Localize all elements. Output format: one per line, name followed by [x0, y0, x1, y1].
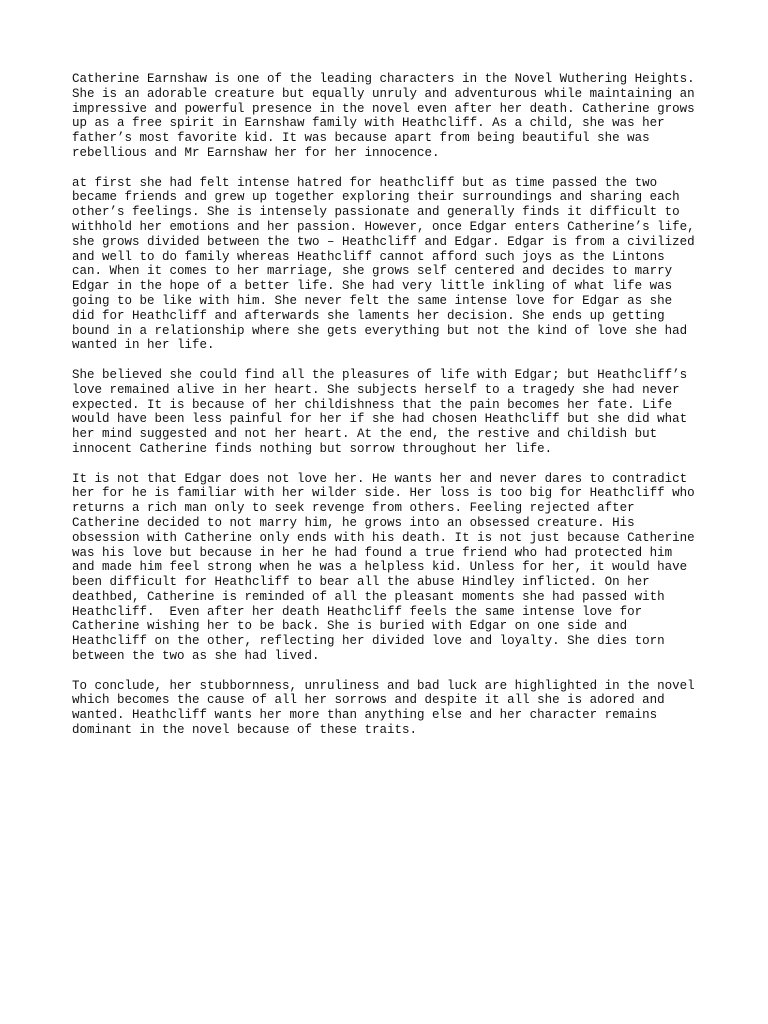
text-line: rebellious and Mr Earnshaw her for her innocence. — [72, 145, 440, 160]
text-line: To conclude, her stubbornness, unruliness and bad luck are highlighted in the novel — [72, 678, 695, 693]
text-line: wanted. Heathcliff wants her more than anything else and her character remains — [72, 708, 658, 723]
text-line: Edgar in the hope of a better life. She had very little inkling of what life was — [72, 279, 673, 294]
text-line: dominant in the novel because of these traits. — [72, 723, 418, 738]
text-line: Catherine Earnshaw is one of the leading characters in the Novel Wuthering Heights. — [72, 72, 695, 86]
text-line: did for Heathcliff and afterwards she laments her decision. She ends up getting — [72, 308, 665, 323]
paragraph-relationship — [72, 176, 712, 354]
paragraph-intro — [72, 72, 712, 161]
text-line: father’s most favorite kid. It was because apart from being beautiful she was — [72, 131, 650, 146]
paragraph-conclusion — [72, 679, 712, 738]
text-line: bound in a relationship where she gets everything but not the kind of love she had — [72, 323, 688, 338]
text-line: and made him feel strong when he was a helpless kid. Unless for her, it would have — [72, 560, 688, 575]
text-line: She believed she could find all the pleasures of life with Edgar; but Heathcliff’s — [72, 367, 688, 382]
text-line: became friends and grew up together exploring their surroundings and sharing each — [72, 190, 680, 205]
text-line: going to be like with him. She never felt the same intense love for Edgar as she — [72, 293, 673, 308]
text-line: which becomes the cause of all her sorrows and despite it all she is adored and — [72, 693, 665, 708]
text-line: her mind suggested and not her heart. At the end, the restive and childish but — [72, 427, 658, 442]
text-line: can. When it comes to her marriage, she grows self centered and decides to marry — [72, 264, 673, 279]
text-line: withhold her emotions and her passion. However, once Edgar enters Catherine’s life, — [72, 219, 695, 234]
text-line: wanted in her life. — [72, 338, 215, 353]
text-line: expected. It is because of her childishness that the pain becomes her fate. Life — [72, 397, 673, 412]
text-line: between the two as she had lived. — [72, 649, 320, 664]
paragraph-pleasures — [72, 368, 712, 457]
text-line: It is not that Edgar does not love her. He wants her and never dares to contradict — [72, 471, 688, 486]
text-line: Catherine decided to not marry him, he grows into an obsessed creature. His — [72, 515, 635, 530]
text-line: other’s feelings. She is intensely passionate and generally finds it difficult to — [72, 205, 680, 220]
text-line: been difficult for Heathcliff to bear all the abuse Hindley inflicted. On her — [72, 575, 650, 590]
text-line: Heathcliff. Even after her death Heathcliff feels the same intense love for — [72, 604, 643, 619]
text-line: love remained alive in her heart. She subjects herself to a tragedy she had never — [72, 382, 680, 397]
text-line: at first she had felt intense hatred for heathcliff but as time passed the two — [72, 175, 658, 190]
text-line: Catherine wishing her to be back. She is buried with Edgar on one side and — [72, 619, 628, 634]
text-line: Heathcliff on the other, reflecting her divided love and loyalty. She dies torn — [72, 634, 665, 649]
text-line: returns a rich man only to seek revenge from others. Feeling rejected after — [72, 501, 635, 516]
text-line: her for he is familiar with her wilder side. Her loss is too big for Heathcliff who — [72, 486, 695, 501]
text-line: and well to do family whereas Heathcliff cannot afford such joys as the Lintons — [72, 249, 665, 264]
paragraph-edgar — [72, 472, 712, 664]
text-line: was his love but because in her he had found a true friend who had protected him — [72, 545, 673, 560]
text-line: She is an adorable creature but equally unruly and adventurous while maintaining an — [72, 86, 695, 101]
text-line: deathbed, Catherine is reminded of all the pleasant moments she had passed with — [72, 589, 665, 604]
text-line: obsession with Catherine only ends with his death. It is not just because Catherine — [72, 530, 695, 545]
text-line: impressive and powerful presence in the novel even after her death. Catherine grows — [72, 101, 695, 116]
essay-body — [72, 72, 712, 753]
text-line: she grows divided between the two – Heathcliff and Edgar. Edgar is from a civilized — [72, 234, 695, 249]
text-line: would have been less painful for her if she had chosen Heathcliff but she did what — [72, 412, 688, 427]
text-line: up as a free spirit in Earnshaw family with Heathcliff. As a child, she was her — [72, 116, 665, 131]
text-line: innocent Catherine finds nothing but sorrow throughout her life. — [72, 441, 553, 456]
